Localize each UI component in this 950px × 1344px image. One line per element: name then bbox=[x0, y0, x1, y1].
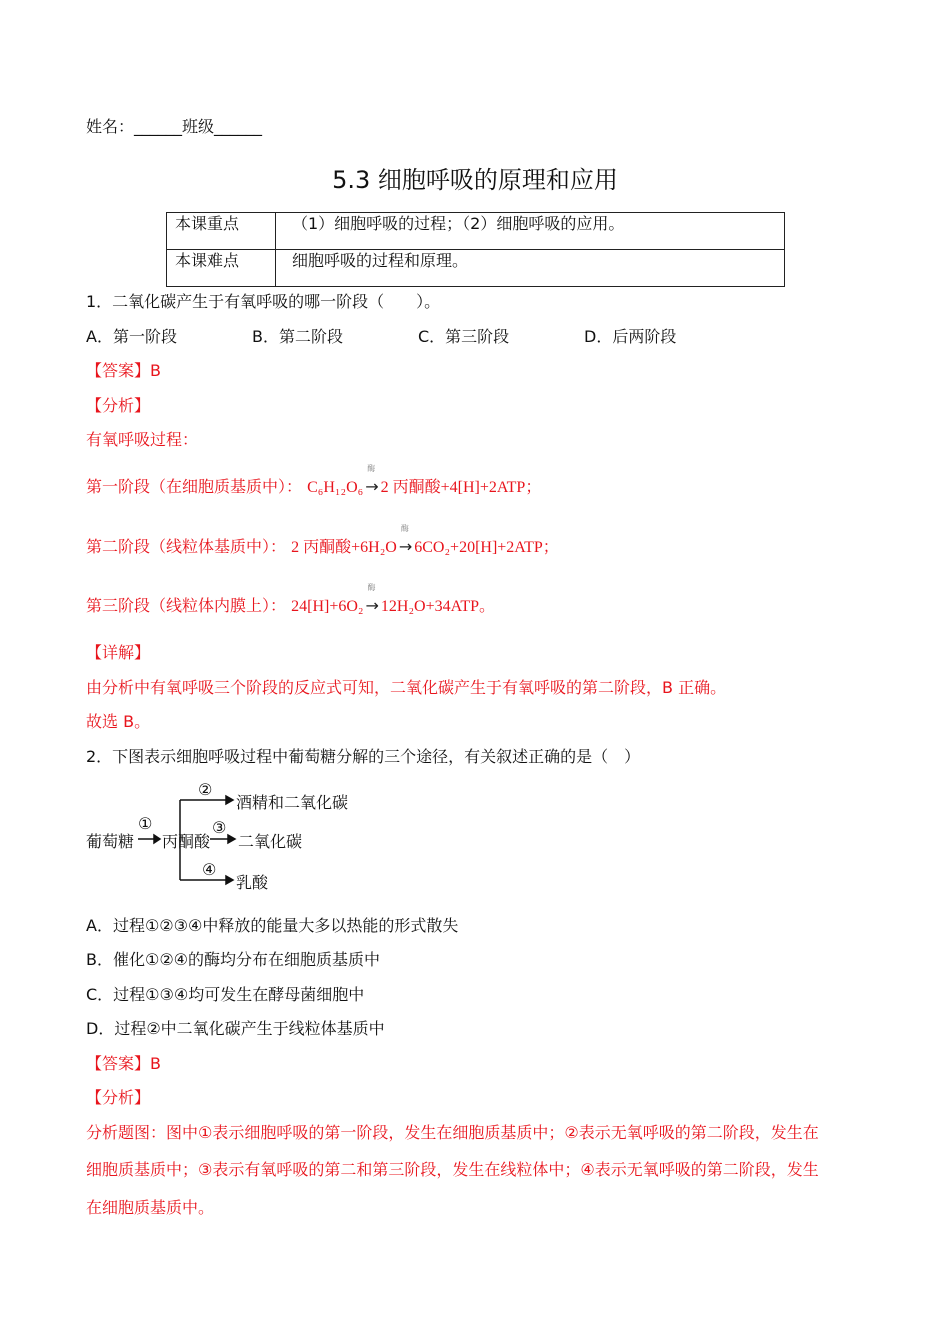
product-3-label: 二氧化碳 bbox=[238, 832, 303, 851]
step-2-marker: ② bbox=[198, 780, 213, 799]
stage-label: 第三阶段（线粒体内膜上）： bbox=[86, 596, 287, 615]
stage-3 bbox=[86, 583, 496, 617]
step-4-marker: ④ bbox=[202, 860, 217, 879]
enzyme-label: 酶 bbox=[367, 583, 376, 592]
stage-label: 第二阶段（线粒体基质中）： bbox=[86, 537, 287, 556]
q1-detail-label: 【详解】 bbox=[86, 643, 151, 662]
products: 12H₂O+34ATP。 bbox=[380, 598, 496, 615]
q2-stem: 2．下图表示细胞呼吸过程中葡萄糖分解的三个途径，有关叙述正确的是（ ） bbox=[86, 747, 641, 766]
q2-option-b: B．催化①②④的酶均分布在细胞质基质中 bbox=[86, 950, 381, 969]
analysis-intro: 有氧呼吸过程： bbox=[86, 430, 199, 449]
enzyme-label: 酶 bbox=[367, 464, 376, 473]
q2-analysis-line: 分析题图：图中①表示细胞呼吸的第一阶段，发生在细胞质基质中；②表示无氧呼吸的第二阶段，发生在 bbox=[86, 1123, 819, 1142]
q2-option-c: C．过程①③④均可发生在酵母菌细胞中 bbox=[86, 985, 365, 1004]
reactants: 2 丙酮酸+6H₂O bbox=[291, 539, 397, 556]
q2-answer: 【答案】B bbox=[86, 1054, 161, 1073]
products: 6CO₂+20[H]+2ATP； bbox=[414, 539, 559, 556]
reaction-arrow: 酶 → bbox=[365, 477, 378, 497]
q2-analysis-line: 细胞质基质中；③表示有氧呼吸的第二和第三阶段，发生在线粒体中；④表示无氧呼吸的第二阶段，发生 bbox=[86, 1160, 819, 1179]
pyruvate-label: 丙酮酸 bbox=[162, 832, 211, 851]
q1-options bbox=[86, 327, 676, 347]
q1-answer: 【答案】B bbox=[86, 361, 161, 380]
stage-2 bbox=[86, 524, 559, 558]
q2-option-a: A．过程①②③④中释放的能量大多以热能的形式散失 bbox=[86, 916, 459, 935]
name-class-line: 姓名：______班级______ bbox=[86, 117, 263, 136]
q2-analysis-line: 在细胞质基质中。 bbox=[86, 1198, 215, 1217]
glucose-pathway-diagram bbox=[86, 778, 376, 893]
glucose-label: 葡萄糖 bbox=[86, 832, 135, 851]
q1-analysis-label: 【分析】 bbox=[86, 396, 151, 415]
q2-analysis-label: 【分析】 bbox=[86, 1088, 151, 1107]
key-points-table bbox=[166, 212, 785, 287]
q1-conclusion: 故选 B。 bbox=[86, 712, 151, 731]
option: A．第一阶段 bbox=[86, 327, 177, 346]
q2-option-d: D．过程②中二氧化碳产生于线粒体基质中 bbox=[86, 1019, 385, 1038]
q1-stem: 1．二氧化碳产生于有氧呼吸的哪一阶段（ ）。 bbox=[86, 292, 441, 311]
stage-1 bbox=[86, 464, 542, 498]
q1-detail: 由分析中有氧呼吸三个阶段的反应式可知，二氧化碳产生于有氧呼吸的第二阶段，B 正确。 bbox=[86, 678, 727, 697]
table-content: 细胞呼吸的过程和原理。 bbox=[276, 250, 785, 287]
option: B．第二阶段 bbox=[252, 327, 343, 346]
products: 2 丙酮酸+4[H]+2ATP； bbox=[380, 479, 542, 496]
reactants: 24[H]+6O₂ bbox=[291, 598, 364, 615]
page-title: 5.3 细胞呼吸的原理和应用 bbox=[332, 166, 618, 194]
table-content: （1）细胞呼吸的过程；（2）细胞呼吸的应用。 bbox=[276, 213, 785, 250]
reactants: C₆H₁₂O₆ bbox=[307, 479, 364, 496]
table-label: 本课重点 bbox=[167, 213, 276, 250]
step-1-marker: ① bbox=[138, 814, 153, 833]
option: C．第三阶段 bbox=[418, 327, 510, 346]
product-2-label: 酒精和二氧化碳 bbox=[236, 793, 349, 812]
reaction-arrow: 酶 → bbox=[365, 596, 378, 616]
option: D．后两阶段 bbox=[584, 327, 677, 346]
reaction-arrow: 酶 → bbox=[399, 537, 412, 557]
enzyme-label: 酶 bbox=[400, 524, 409, 533]
stage-label: 第一阶段（在细胞质基质中）： bbox=[86, 477, 303, 496]
table-label: 本课难点 bbox=[167, 250, 276, 287]
product-4-label: 乳酸 bbox=[236, 873, 269, 892]
step-3-marker: ③ bbox=[212, 818, 227, 837]
